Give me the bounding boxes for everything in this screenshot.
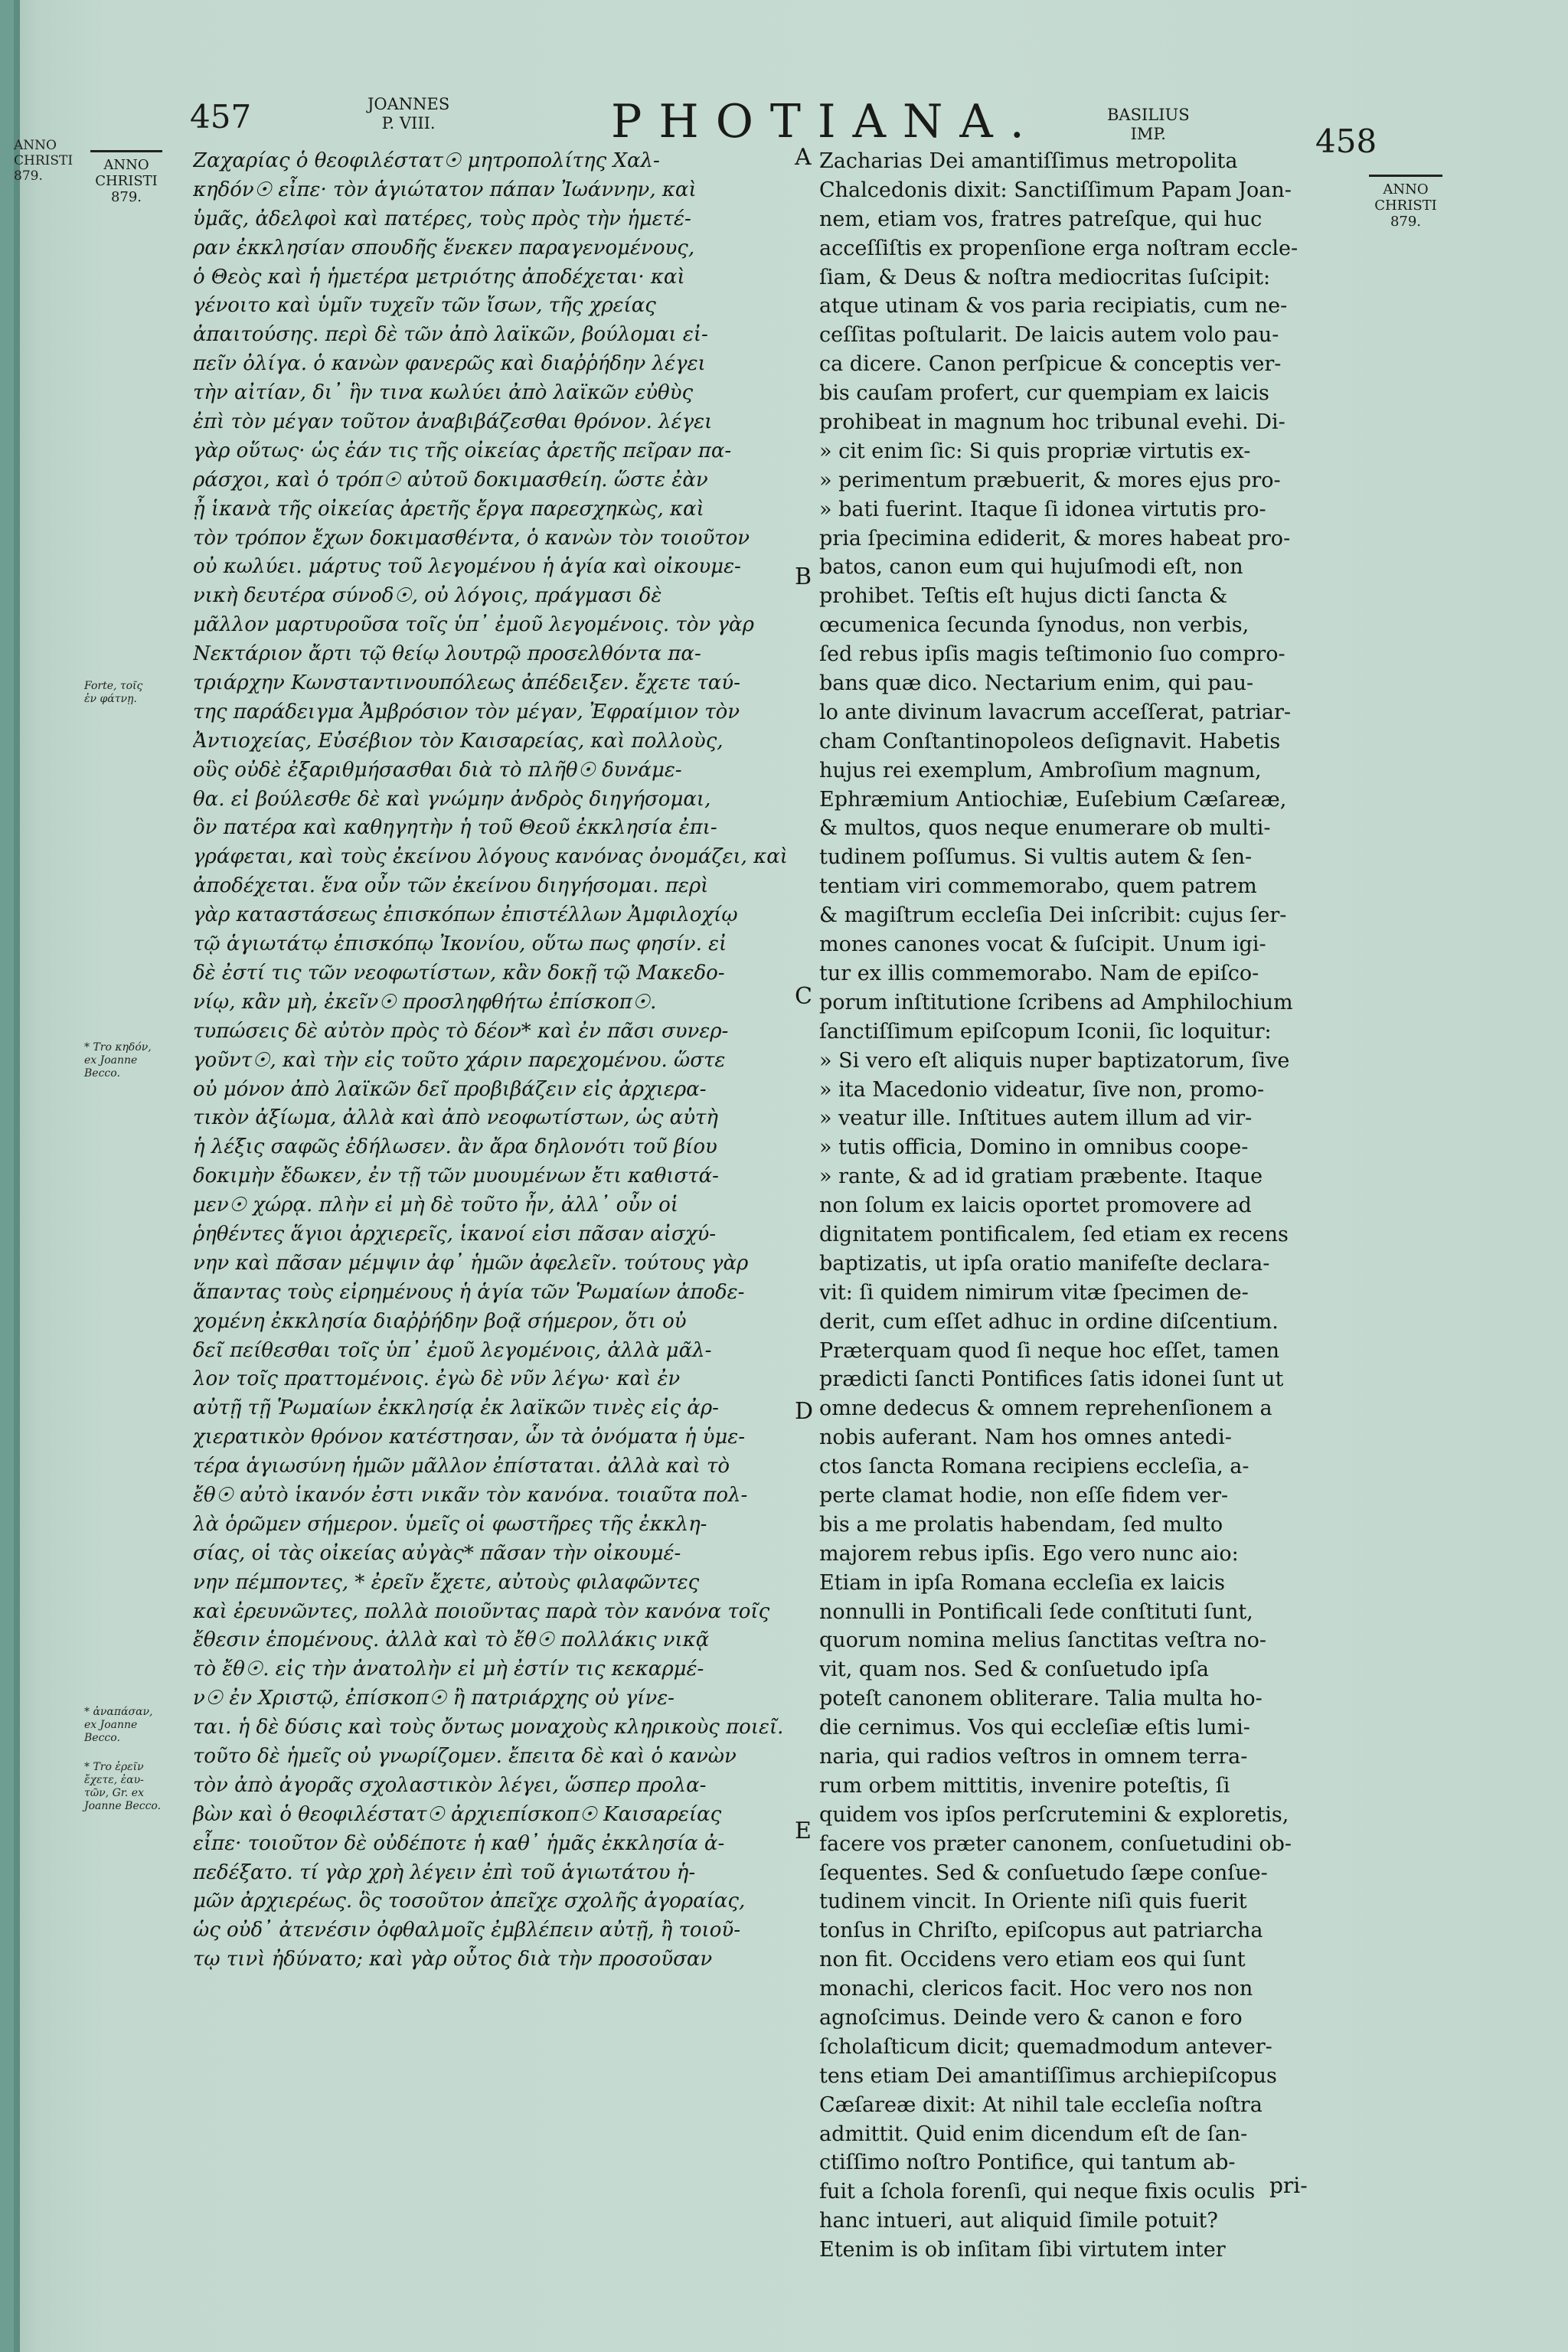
margin-note-line: * Tro κηδόν, xyxy=(84,1041,152,1054)
emperor-header-line1: BASILIUS xyxy=(1107,106,1190,124)
text-line: σίας, οἱ τὰς οἰκείας αὐγὰς* πᾶσαν τὴν οἰκουμέ- xyxy=(193,1541,681,1565)
text-line: bis a me prolatis habendam, ſed multo xyxy=(819,1512,1223,1537)
text-line: ὑμᾶς, ἀδελφοὶ καὶ πατέρες, τοὺς πρὸς τὴν ἡμετέ- xyxy=(193,207,691,230)
text-line: nonnulli in Pontificali ſede conſtituti ſunt, xyxy=(819,1599,1253,1624)
text-line: ῥηθέντες ἅγιοι ἀρχιερεῖς, ἱκανοί εἰσι πᾶσαν αἰσχύ- xyxy=(193,1222,717,1246)
section-marker-c: C xyxy=(795,983,812,1010)
margin-note-line: ex Joanne xyxy=(84,1719,138,1731)
text-line: αὐτῇ τῇ Ῥωμαίων ἐκκλησίᾳ ἐκ λαϊκῶν τινὲς εἰς ἀρ- xyxy=(193,1396,719,1420)
text-line: ca dicere. Canon perſpicue & conceptis ver- xyxy=(819,352,1282,377)
text-line: Cæſareæ dixit: At nihil tale eccleſia noſtra xyxy=(819,2092,1263,2117)
text-line: nobis auferant. Nam hos omnes antedi- xyxy=(819,1426,1232,1450)
pope-header-line1: JOANNES xyxy=(368,95,450,113)
anno-label: CHRISTI xyxy=(1374,198,1437,214)
text-line: χομένη ἐκκλησία διαῤῥήδην βοᾷ σήμερον, ὅτι οὐ xyxy=(193,1309,687,1333)
text-line: die cernimus. Vos qui eccleſiæ eſtis lumi- xyxy=(819,1716,1250,1740)
text-line: » tutis officia, Domino in omnibus coope- xyxy=(819,1135,1249,1160)
text-line: τοῦτο δὲ ἡμεῖς οὐ γνωρίζομεν. ἔπειτα δὲ καὶ ὁ κανὼν xyxy=(193,1744,737,1768)
text-line: οὐ μόνον ἀπὸ λαϊκῶν δεῖ προβιβάζειν εἰς ἀρχιερα- xyxy=(193,1077,707,1101)
text-line: tudinem vincit. In Oriente niſi quis fuerit xyxy=(819,1890,1247,1914)
text-line: θα. εἰ βούλεσθε δὲ καὶ γνώμην ἀνδρὸς διηγήσομαι, xyxy=(193,787,711,811)
section-marker-d: D xyxy=(795,1398,814,1425)
anno-year: 879. xyxy=(1390,214,1422,230)
section-marker-e: E xyxy=(795,1818,812,1844)
text-line: tur ex illis commemorabo. Nam de epiſco- xyxy=(819,961,1259,985)
text-line: ράσχοι, καὶ ὁ τρόπ☉ αὐτοῦ δοκιμασθείη. ὥστε ἐὰν xyxy=(193,468,708,492)
text-line: porum inſtitutione ſcribens ad Amphilochium xyxy=(819,990,1293,1014)
text-line: quidem vos ipſos perſcrutemini & exploretis, xyxy=(819,1802,1289,1827)
anno-label: CHRISTI xyxy=(95,173,158,189)
margin-note-3 xyxy=(84,1706,153,1745)
running-title: PHOTIANA. xyxy=(611,95,1041,149)
emperor-header xyxy=(1107,106,1190,144)
text-line: dignitatem pontificalem, ſed etiam ex recens xyxy=(819,1222,1289,1246)
text-line: γράφεται, καὶ τοὺς ἐκείνου λόγους κανόνας ὀνομάζει, καὶ xyxy=(193,845,788,869)
latin-text-column xyxy=(819,147,1370,2265)
text-line: τῳ τινὶ ἠδύνατο; καὶ γὰρ οὗτος διὰ τὴν προσοῦσαν xyxy=(193,1948,713,1971)
emperor-header-line2: IMP. xyxy=(1130,125,1166,143)
text-line: facere vos præter canonem, conſuetudini ob- xyxy=(819,1831,1292,1856)
text-line: baptizatis, ut ipſa oratio manifeſte declara- xyxy=(819,1251,1270,1276)
text-line: μῶν ἀρχιερέως. ὃς τοσοῦτον ἀπεῖχε σχολῆς ἀγοραίας, xyxy=(193,1890,746,1913)
text-line: lo ante divinum lavacrum acceſſerat, patriar- xyxy=(819,700,1292,724)
text-line: agnoſcimus. Deinde vero & canon e foro xyxy=(819,2006,1243,2030)
text-line: œcumenica ſecunda ſynodus, non verbis, xyxy=(819,613,1250,638)
margin-note-line: Becco. xyxy=(84,1732,120,1744)
text-line: ἀπαιτούσης. περὶ δὲ τῶν ἀπὸ λαϊκῶν, βούλομαι εἰ- xyxy=(193,323,708,347)
text-line: naria, qui radios veſtros in omnem terra- xyxy=(819,1744,1248,1769)
text-line: & magiſtrum eccleſia Dei inſcribit: cujus ſer- xyxy=(819,903,1287,928)
anno-label: ANNO xyxy=(103,157,149,173)
catchword: pri- xyxy=(1269,2173,1308,2198)
margin-note-2 xyxy=(84,1041,152,1080)
text-line: νικὴ δευτέρα σύνοδ☉, οὐ λόγοις, πράγμασι δὲ xyxy=(193,584,662,608)
text-line: λὰ ὁρῶμεν σήμερον. ὑμεῖς οἱ φωστῆρες τῆς ἐκκλη- xyxy=(193,1512,707,1536)
text-line: nem, etiam vos, fratres patreſque, qui huc xyxy=(819,207,1263,231)
margin-note-line: ἔχετε, ἐαυ- xyxy=(84,1774,144,1786)
text-line: » perimentum præbuerit, & mores ejus pro- xyxy=(819,468,1281,492)
text-line: Νεκτάριον ἄρτι τῷ θείῳ λουτρῷ προσελθόντα πα- xyxy=(193,642,701,666)
margin-fragment-line: CHRISTI xyxy=(14,153,74,168)
text-line: ἀποδέχεται. ἕνα οὖν τῶν ἐκείνου διηγήσομαι. περὶ xyxy=(193,874,709,898)
text-line: Ἀντιοχείας, Εὐσέβιον τὸν Καισαρείας, καὶ πολλοὺς, xyxy=(193,729,724,753)
text-line: ραν ἐκκλησίαν σπουδῆς ἕνεκεν παραγενομένους, xyxy=(193,236,695,260)
text-line: γοῦντ☉, καὶ τὴν εἰς τοῦτο χάριν παρεχομένου. ὥστε xyxy=(193,1048,726,1072)
text-line: prohibeat in magnum hoc tribunal evehi. Di- xyxy=(819,410,1285,435)
text-line: ſequentes. Sed & conſuetudo ſæpe conſue- xyxy=(819,1860,1268,1885)
margin-fragment-line: 879. xyxy=(14,168,43,184)
text-line: τὸν τρόπον ἔχων δοκιμασθέντα, ὁ κανὼν τὸν τοιοῦτον xyxy=(193,526,750,550)
text-line: πεῖν ὀλίγα. ὁ κανὼν φανερῶς καὶ διαῤῥήδην λέγει xyxy=(193,352,706,376)
text-line: τριάρχην Κωνσταντινουπόλεως ἀπέδειξεν. ἔχετε ταύ- xyxy=(193,671,740,695)
text-line: prædicti ſancti Pontifices ſatis idonei ſunt ut xyxy=(819,1367,1284,1392)
text-line: batos, canon eum qui hujuſmodi eſt, non xyxy=(819,555,1243,580)
text-line: νην καὶ πᾶσαν μέμψιν ἀφ᾽ ἡμῶν ἀφελεῖν. τούτους γὰρ xyxy=(193,1251,749,1275)
text-line: » Si vero eſt aliquis nuper baptizatorum, ſive xyxy=(819,1048,1290,1073)
text-line: Chalcedonis dixit: Sanctiſſimum Papam Joan- xyxy=(819,178,1292,202)
text-line: » ita Macedonio videatur, ſive non, promo- xyxy=(819,1077,1265,1102)
text-line: non ſolum ex laicis oportet promovere ad xyxy=(819,1194,1252,1218)
text-line: » veatur ille. Inſtitues autem illum ad vir- xyxy=(819,1106,1253,1131)
text-line: vit, quam nos. Sed & conſuetudo ipſa xyxy=(819,1658,1209,1682)
text-line: νίῳ, κἂν μὴ, ἐκεῖν☉ προσληφθήτω ἐπίσκοπ☉. xyxy=(193,990,657,1014)
text-line: non fit. Occidens vero etiam eos qui ſunt xyxy=(819,1948,1246,1972)
text-line: ſanctiſſimum epiſcopum Iconii, ſic loquitur: xyxy=(819,1019,1272,1044)
text-line: ἔθεσιν ἑπομένους. ἀλλὰ καὶ τὸ ἔθ☉ πολλάκις νικᾷ xyxy=(193,1628,710,1652)
text-line: τὸν ἀπὸ ἀγορᾶς σχολαστικὸν λέγει, ὥσπερ προλα- xyxy=(193,1773,707,1797)
text-line: οὐ κωλύει. μάρτυς τοῦ λεγομένου ἡ ἁγία καὶ οἰκουμε- xyxy=(193,555,741,579)
text-line: λον τοῖς πραττομένοις. ἐγὼ δὲ νῦν λέγω· καὶ ἐν xyxy=(193,1367,681,1391)
margin-note-line: ex Joanne xyxy=(84,1054,138,1067)
margin-note-line: Joanne Becco. xyxy=(84,1800,162,1812)
section-marker-b: B xyxy=(795,564,812,590)
text-line: της παράδειγμα Ἀμβρόσιον τὸν μέγαν, Ἐφραίμιον τὸν xyxy=(193,700,740,724)
text-line: ν☉ ἐν Χριστῷ, ἐπίσκοπ☉ ἢ πατριάρχης οὐ γίνε- xyxy=(193,1687,675,1710)
text-line: bans quæ dico. Nectarium enim, qui pau- xyxy=(819,671,1254,696)
margin-note-line: * Tro ἐρεῖν xyxy=(84,1761,144,1773)
text-line: ὡς οὐδ᾽ ἀτενέσιν ὀφθαλμοῖς ἐμβλέπειν αὐτῇ, ἢ τοιοῦ- xyxy=(193,1919,740,1942)
text-line: hujus rei exemplum, Ambroſium magnum, xyxy=(819,758,1262,782)
text-line: δεῖ πείθεσθαι τοῖς ὑπ᾽ ἐμοῦ λεγομένοις, ἀλλὰ μᾶλ- xyxy=(193,1338,712,1362)
text-line: rum orbem mittitis, invenire poteſtis, ſi xyxy=(819,1773,1230,1798)
text-line: acceſſiſtis ex propenſione erga noſtram eccle- xyxy=(819,236,1298,260)
text-line: Ephræmium Antiochiæ, Euſebium Cæſareæ, xyxy=(819,787,1287,812)
text-line: μᾶλλον μαρτυροῦσα τοῖς ὑπ᾽ ἐμοῦ λεγομένοις. τὸν γὰρ xyxy=(193,613,754,637)
text-line: admittit. Quid enim dicendum eſt de ſan- xyxy=(819,2122,1248,2146)
text-line: τὸ ἔθ☉. εἰς τὴν ἀνατολὴν εἰ μὴ ἐστίν τις κεκαρμέ- xyxy=(193,1658,704,1681)
text-line: fuit a ſchola forenſi, qui neque fixis oculis xyxy=(819,2180,1256,2204)
text-line: νην πέμποντες, * ἐρεῖν ἔχετε, αὐτοὺς φιλαφῶντες xyxy=(193,1570,700,1594)
section-marker-a: A xyxy=(795,144,812,171)
text-line: οὓς οὐδὲ ἐξαριθμήσασθαι διὰ τὸ πλῆθ☉ δυνάμε- xyxy=(193,758,682,782)
text-line: Ζαχαρίας ὁ θεοφιλέστατ☉ μητροπολίτης Χαλ- xyxy=(193,149,660,172)
margin-note-line: Forte, τοῖς xyxy=(84,680,143,692)
text-line: monachi, clericos facit. Hoc vero nos non xyxy=(819,1977,1253,2001)
text-line: τέρα ἁγιωσύνη ἡμῶν μᾶλλον ἐπίσταται. ἀλλὰ καὶ τὸ xyxy=(193,1455,730,1478)
text-line: Etenim is ob inſitam ſibi virtutem inter xyxy=(819,2238,1226,2262)
text-line: ἡ λέξις σαφῶς ἐδήλωσεν. ἂν ἄρα δηλονότι τοῦ βίου xyxy=(193,1135,717,1159)
text-line: εἶπε· τοιοῦτον δὲ οὐδέποτε ἡ καθ᾽ ἡμᾶς ἐκκλησία ἀ- xyxy=(193,1831,725,1855)
text-line: » bati fuerint. Itaque ſi idonea virtutis pro- xyxy=(819,497,1266,521)
text-line: Zacharias Dei amantiſſimus metropolita xyxy=(819,149,1238,173)
text-line: βὼν καὶ ὁ θεοφιλέστατ☉ ἀρχιεπίσκοπ☉ Καισαρείας xyxy=(193,1802,722,1826)
text-line: καὶ ἐρευνῶντες, πολλὰ ποιοῦντας παρὰ τὸν κανόνα τοῖς xyxy=(193,1599,770,1623)
margin-note-4 xyxy=(84,1761,161,1813)
text-line: γὰρ οὕτως· ὡς ἐάν τις τῆς οἰκείας ἀρετῆς πεῖραν πα- xyxy=(193,439,732,462)
pope-header xyxy=(368,95,449,133)
text-line: δὲ ἐστί τις τῶν νεοφωτίστων, κἂν δοκῇ τῷ Μακεδο- xyxy=(193,961,725,985)
text-line: ἅπαντας τοὺς εἰρημένους ἡ ἁγία τῶν Ῥωμαίων ἀποδε- xyxy=(193,1280,745,1304)
text-line: τικὸν ἀξίωμα, ἀλλὰ καὶ ἀπὸ νεοφωτίστων, ὡς αὐτὴ xyxy=(193,1106,718,1130)
text-line: δοκιμὴν ἔδωκεν, ἐν τῇ τῶν μυουμένων ἔτι καθιστά- xyxy=(193,1165,719,1188)
anno-christi-right xyxy=(1369,175,1442,230)
text-line: tens etiam Dei amantiſſimus archiepiſcopus xyxy=(819,2063,1277,2088)
text-line: omne dedecus & omnem reprehenſionem a xyxy=(819,1396,1272,1421)
text-line: pria ſpecimina ediderit, & mores habeat pro- xyxy=(819,526,1291,550)
page-number-right: 458 xyxy=(1315,122,1377,160)
text-line: bis cauſam profert, cur quempiam ex laicis xyxy=(819,381,1269,406)
text-line: vit: ſi quidem nimirum vitæ ſpecimen de- xyxy=(819,1280,1249,1305)
text-line: τυπώσεις δὲ αὐτὸν πρὸς τὸ δέον* καὶ ἐν πᾶσι συνερ- xyxy=(193,1019,729,1043)
text-line: ἐπὶ τὸν μέγαν τοῦτον ἀναβιβάζεσθαι θρόνον. λέγει xyxy=(193,410,713,434)
anno-year: 879. xyxy=(110,189,142,205)
text-line: ſiam, & Deus & noſtra mediocritas ſuſcipit: xyxy=(819,265,1271,289)
text-line: atque utinam & vos paria recipiatis, cum ne- xyxy=(819,294,1288,318)
text-line: tonſus in Chriſto, epiſcopus aut patriarcha xyxy=(819,1919,1263,1943)
text-line: ſcholaſticum dicit; quemadmodum antever- xyxy=(819,2034,1272,2059)
text-line: mones canones vocat & ſuſcipit. Unum igi- xyxy=(819,933,1266,957)
text-line: tudinem poſſumus. Si vultis autem & ſen- xyxy=(819,845,1253,870)
text-line: cham Conſtantinopoleos deſignavit. Habetis xyxy=(819,729,1281,753)
text-line: & multos, quos neque enumerare ob multi- xyxy=(819,816,1271,841)
margin-note-line: ἐν φάτνῃ. xyxy=(84,693,137,705)
text-line: » rante, & ad id gratiam præbente. Itaque xyxy=(819,1165,1263,1189)
text-line: ſed rebus ipſis magis teſtimonio ſuo compro- xyxy=(819,642,1285,667)
text-line: prohibet. Teſtis eſt hujus dicti ſancta & xyxy=(819,584,1228,609)
text-line: γὰρ καταστάσεως ἐπισκόπων ἐπιστέλλων Ἀμφιλοχίῳ xyxy=(193,903,738,927)
margin-note-1 xyxy=(84,680,142,706)
text-line: hanc intueri, aut aliquid ſimile potuit? xyxy=(819,2209,1218,2233)
text-line: Etiam in ipſa Romana eccleſia ex laicis xyxy=(819,1570,1225,1595)
text-line: majorem rebus ipſis. Ego vero nunc aio: xyxy=(819,1541,1239,1566)
text-line: χιερατικὸν θρόνον κατέστησαν, ὧν τὰ ὀνόματα ἡ ὑμε- xyxy=(193,1426,746,1449)
text-line: ctiſſimo noſtro Pontifice, qui tantum ab- xyxy=(819,2151,1236,2175)
text-line: » cit enim ſic: Si quis propriæ virtutis ex- xyxy=(819,439,1251,463)
anno-label: ANNO xyxy=(1383,181,1429,198)
text-line: κηδόν☉ εἶπε· τὸν ἁγιώτατον πάπαν Ἰωάννην, καὶ xyxy=(193,178,697,201)
text-line: poteſt canonem obliterare. Talia multa ho- xyxy=(819,1687,1263,1711)
text-line: τὴν αἰτίαν, δι᾽ ἣν τινα κωλύει ἀπὸ λαϊκῶν εὐθὺς xyxy=(193,381,694,405)
book-page xyxy=(14,0,1568,2352)
text-line: ται. ἡ δὲ δύσις καὶ τοὺς ὄντως μοναχοὺς κληρικοὺς ποιεῖ. xyxy=(193,1716,784,1740)
greek-text-column xyxy=(193,147,798,1975)
text-line: γένοιτο καὶ ὑμῖν τυχεῖν τῶν ἴσων, τῆς χρείας xyxy=(193,294,656,318)
text-line: ctos ſancta Romana recipiens eccleſia, a- xyxy=(819,1455,1250,1479)
text-line: ἔθ☉ αὐτὸ ἱκανόν ἐστι νικᾶν τὸν κανόνα. τοιαῦτα πολ- xyxy=(193,1483,748,1507)
margin-fragment-line: ANNO xyxy=(14,138,57,153)
page-gutter-edge xyxy=(14,0,20,2352)
text-line: quorum nomina melius ſanctitas veſtra no- xyxy=(819,1628,1266,1653)
text-line: Præterquam quod ſi neque hoc eſſet, tamen xyxy=(819,1338,1279,1363)
text-line: πεδέξατο. τί γὰρ χρὴ λέγειν ἐπὶ τοῦ ἁγιωτάτου ἡ- xyxy=(193,1860,696,1884)
text-line: derit, cum eſſet adhuc in ordine diſcentium. xyxy=(819,1309,1279,1334)
margin-note-line: * ἀναπάσαν, xyxy=(84,1706,153,1718)
text-line: τῷ ἁγιωτάτῳ ἐπισκόπῳ Ἰκονίου, οὕτω πως φησίν. εἰ xyxy=(193,933,727,956)
pope-header-line2: P. VIII. xyxy=(381,114,436,132)
text-line: ὃν πατέρα καὶ καθηγητὴν ἡ τοῦ Θεοῦ ἐκκλησία ἐπι- xyxy=(193,816,717,840)
margin-note-line: Becco. xyxy=(84,1067,120,1080)
anno-christi-left xyxy=(90,150,162,205)
margin-note-line: τῶν, Gr. ex xyxy=(84,1787,144,1799)
text-line: tentiam viri commemorabo, quem patrem xyxy=(819,874,1257,899)
text-line: ceſſitas poſtularit. De laicis autem volo pau- xyxy=(819,323,1279,348)
text-line: ᾖ ἱκανὰ τῆς οἰκείας ἀρετῆς ἔργα παρεσχηκὼς, καὶ xyxy=(193,497,704,521)
text-line: μεν☉ χώρᾳ. πλὴν εἰ μὴ δὲ τοῦτο ἦν, ἀλλ᾽ οὖν οἱ xyxy=(193,1194,679,1217)
text-line: ὁ Θεὸς καὶ ἡ ἡμετέρα μετριότης ἀποδέχεται· καὶ xyxy=(193,265,685,289)
text-line: perte clamat hodie, non eſſe fidem ver- xyxy=(819,1483,1229,1508)
facing-page-margin-fragment xyxy=(14,138,74,184)
page-number-left: 457 xyxy=(190,98,252,136)
